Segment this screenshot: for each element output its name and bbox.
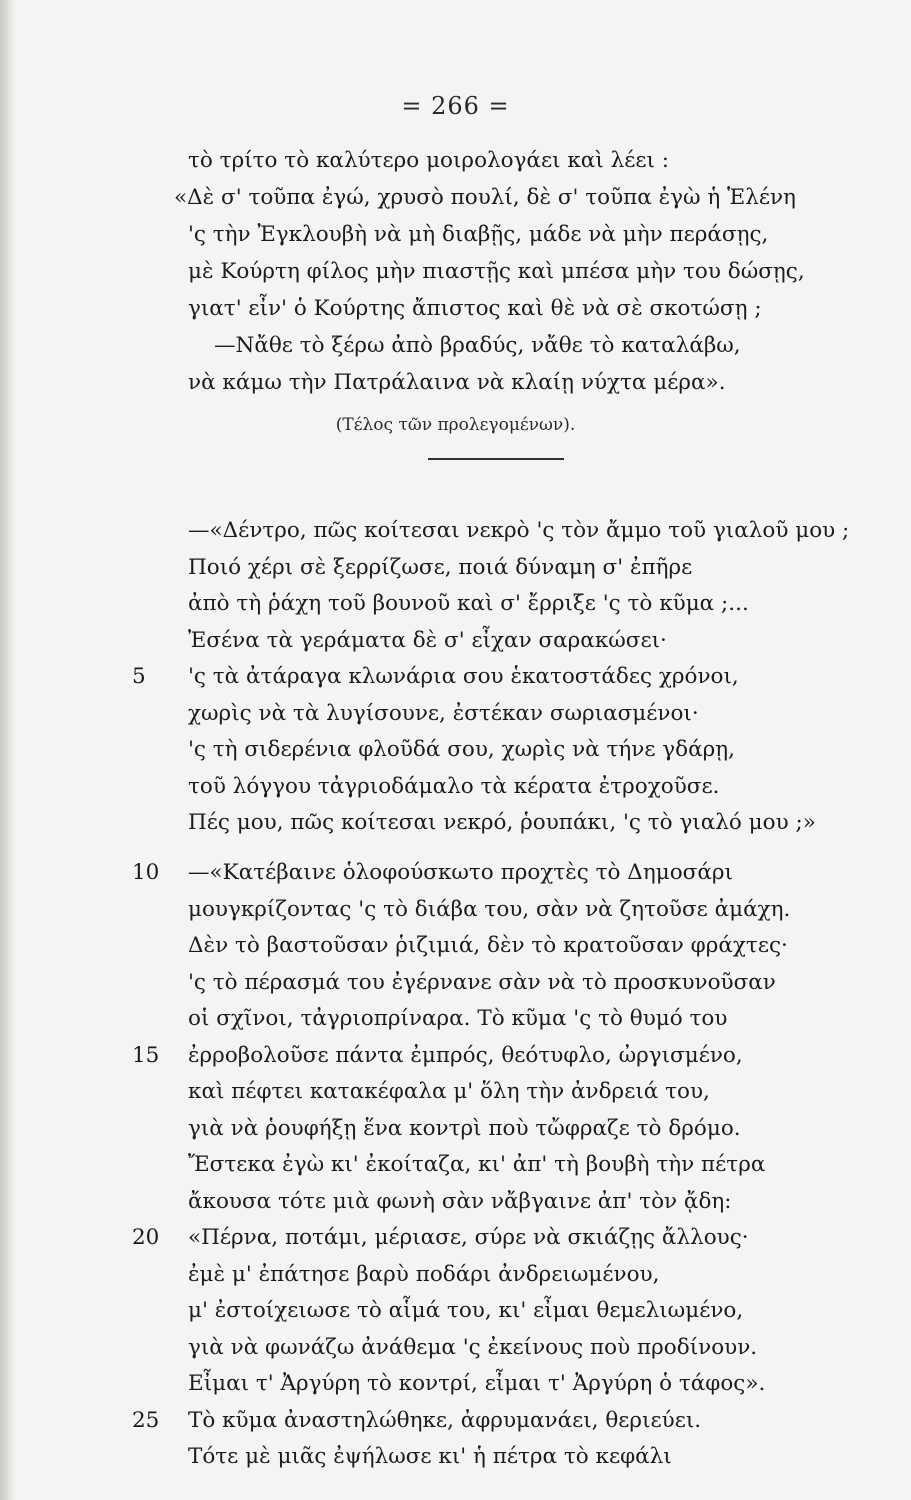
text-line: χωρὶς νὰ τὰ λυγίσουνε, ἐστέκαν σωριασμένοι· xyxy=(188,700,699,726)
text-line: νὰ κάμω τὴν Πατράλαινα νὰ κλαίῃ νύχτα μέρα». xyxy=(188,370,726,395)
text-line: 'ς τὸ πέρασμά του ἐγέρνανε σὰν νὰ τὸ προσκυνοῦσαν xyxy=(188,969,776,995)
text-line: —«Δέντρο, πῶς κοίτεσαι νεκρὸ 'ς τὸν ἄμμο τοῦ γιαλοῦ μου ; xyxy=(188,518,850,543)
text-line: «Πέρνα, ποτάμι, μέριασε, σύρε νὰ σκιάζῃς ἄλλους· xyxy=(188,1225,749,1250)
text-line: καὶ πέφτει κατακέφαλα μ' ὅλη τὴν ἀνδρειά του, xyxy=(188,1079,710,1104)
text-line: Ἐσένα τὰ γεράματα δὲ σ' εἶχαν σαρακώσει· xyxy=(188,627,667,653)
text-line: τοῦ λόγγου τἀγριοδάμαλο τὰ κέρατα ἐτροχοῦσε. xyxy=(188,773,720,799)
closing-note: (Τέλος τῶν προλεγομένων). xyxy=(335,415,576,435)
text-line: τὸ τρίτο τὸ καλύτερο μοιρολογάει καὶ λέει : xyxy=(188,148,669,173)
text-line: Δὲν τὸ βαστοῦσαν ῥιζιμιά, δὲν τὸ κρατοῦσαν φράχτες· xyxy=(188,933,788,958)
text-line: ἐμὲ μ' ἐπάτησε βαρὺ ποδάρι ἀνδρειωμένου, xyxy=(188,1261,660,1287)
text-line: «Δὲ σ' τοῦπα ἐγώ, χρυσὸ πουλί, δὲ σ' τοῦπα ἐγὼ ἡ Ἑλένη xyxy=(174,185,796,210)
text-line: ἀπὸ τὴ ῥάχη τοῦ βουνοῦ καὶ σ' ἔρριξε 'ς τὸ κῦμα ;... xyxy=(188,591,749,616)
line-number: 5 xyxy=(132,664,146,689)
section-divider xyxy=(428,458,564,460)
text-line: Ποιό χέρι σὲ ξερρίζωσε, ποιά δύναμη σ' ἐπῆρε xyxy=(188,554,693,580)
text-line: μ' ἐστοίχειωσε τὸ αἷμά του, κι' εἶμαι θεμελιωμένο, xyxy=(188,1298,744,1323)
line-number: 25 xyxy=(132,1407,160,1433)
text-line: Τότε μὲ μιᾶς ἐψήλωσε κι' ἡ πέτρα τὸ κεφάλι xyxy=(188,1444,672,1469)
text-line: γιὰ νὰ ῥουφήξῃ ἕνα κοντρὶ ποὺ τὤφραζε τὸ δρόμο. xyxy=(188,1115,741,1141)
text-line: Ἔστεκα ἐγὼ κι' ἐκοίταζα, κι' ἀπ' τὴ βουβὴ τὴν πέτρα xyxy=(188,1152,766,1177)
line-number: 20 xyxy=(132,1225,160,1250)
page-number: = 266 = xyxy=(401,92,510,120)
text-line: ἄκουσα τότε μιὰ φωνὴ σὰν νἄβγαινε ἀπ' τὸν ᾄδη: xyxy=(188,1188,732,1214)
text-line: —«Κατέβαινε ὁλοφούσκωτο προχτὲς τὸ Δημοσάρι xyxy=(188,860,733,885)
text-line: 'ς τὴν Ἐγκλουβὴ νὰ μὴ διαβῇς, μάδε νὰ μὴν περάσῃς, xyxy=(188,222,769,247)
text-line: —Νἄθε τὸ ξέρω ἀπὸ βραδύς, νἄθε τὸ καταλάβω, xyxy=(214,333,741,358)
page-edge-shadow xyxy=(0,0,16,1500)
line-number: 10 xyxy=(132,860,160,885)
text-line: μὲ Κούρτη φίλος μὴν πιαστῇς καὶ μπέσα μὴν του δώσῃς, xyxy=(188,259,805,284)
line-number: 15 xyxy=(132,1042,160,1068)
text-line: Πές μου, πῶς κοίτεσαι νεκρό, ῥουπάκι, 'ς τὸ γιαλό μου ;» xyxy=(188,810,816,835)
text-line: Τὸ κῦμα ἀναστηλώθηκε, ἀφρυμανάει, θεριεύει. xyxy=(188,1407,702,1433)
text-line: γιατ' εἶν' ὁ Κούρτης ἄπιστος καὶ θὲ νὰ σὲ σκοτώσῃ ; xyxy=(188,296,762,321)
text-line: Εἶμαι τ' Ἀργύρη τὸ κοντρί, εἶμαι τ' Ἀργύρη ὁ τάφος». xyxy=(188,1371,766,1396)
text-line: 'ς τὴ σιδερένια φλοῦδά σου, χωρὶς νὰ τήνε γδάρῃ, xyxy=(188,737,735,762)
text-line: οἱ σχῖνοι, τἀγριοπρίναρα. Τὸ κῦμα 'ς τὸ θυμό του xyxy=(188,1006,728,1031)
text-line: γιὰ νὰ φωνάζω ἀνάθεμα 'ς ἐκείνους ποὺ προδίνουν. xyxy=(188,1334,758,1360)
text-line: 'ς τὰ ἀτάραγα κλωνάρια σου ἑκατοστάδες χρόνοι, xyxy=(188,664,739,689)
text-line: μουγκρίζοντας 'ς τὸ διάβα του, σὰν νὰ ζητοῦσε ἀμάχη. xyxy=(188,896,791,922)
text-line: ἐρροβολοῦσε πάντα ἐμπρός, θεότυφλο, ὠργισμένο, xyxy=(188,1042,743,1068)
